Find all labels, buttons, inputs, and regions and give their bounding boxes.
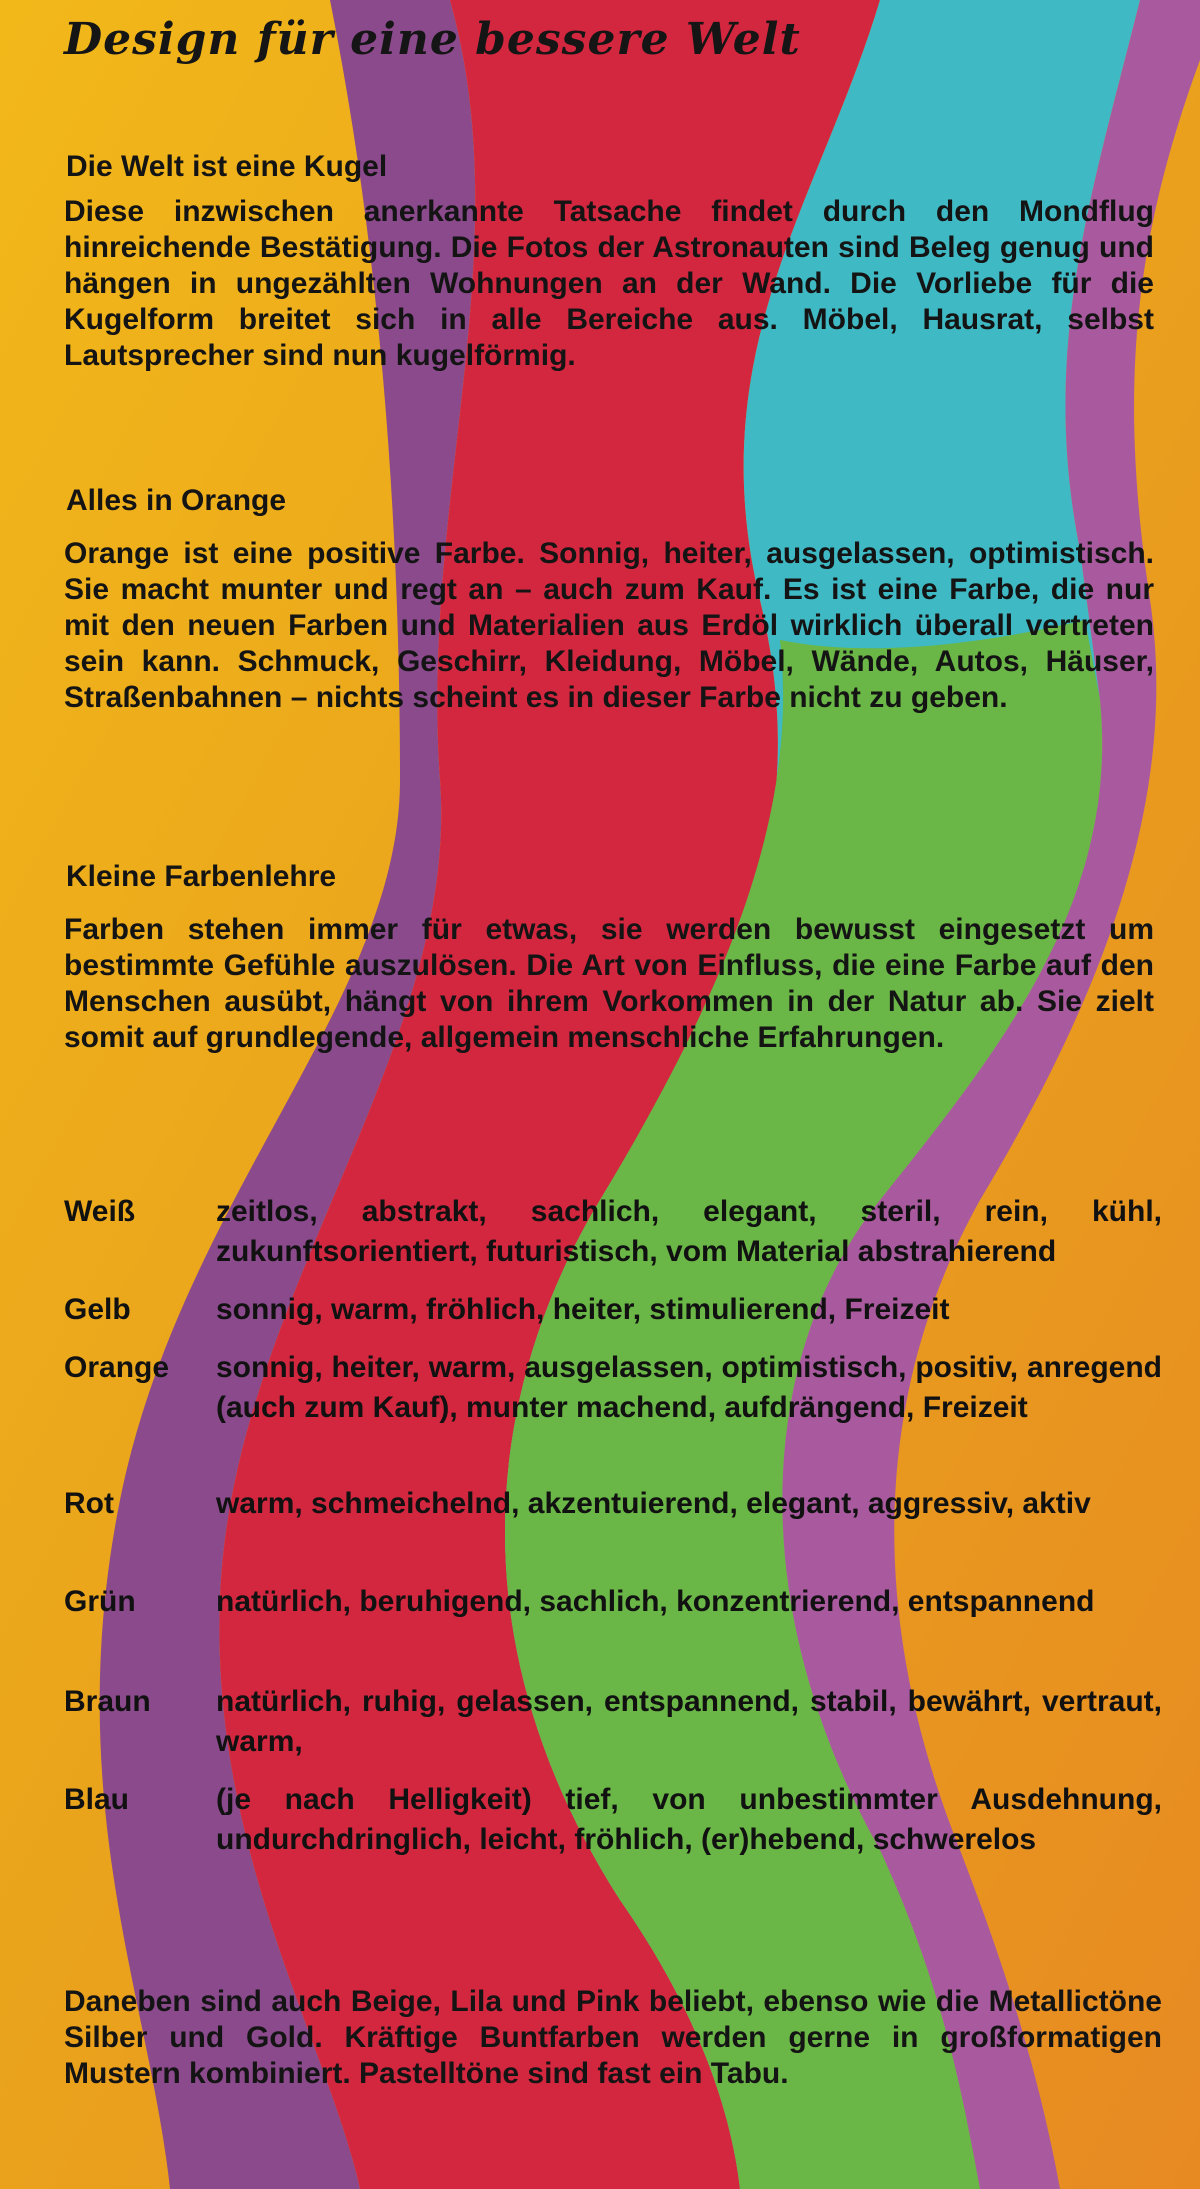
section-text-kugel: Diese inzwischen anerkannte Tatsache findet durch den Mondflug hinreichende Bestätigung. Die Fotos der Astronauten sind Beleg genug und hängen in ungezählten Wohnungen an der Wand. Die Vorliebe für die Kugelform breitet sich in alle Bereiche aus. Möbel, Hausrat, selbst Lautsprecher sind nun kugelförmig. [64,195,1154,372]
page-title: Design für eine bessere Welt [64,14,801,65]
section-text-farbenlehre: Farben stehen immer für etwas, sie werden bewusst eingesetzt um bestimmte Gefühle auszulösen. Die Art von Einfluss, die eine Farbe auf den Menschen ausübt, hängt von ihrem Vorkommen in der Natur ab. Sie zielt somit auf grundlegende, allgemein menschliche Erfahrungen. [64,913,1154,1054]
color-name: Rot [64,1487,114,1520]
color-description: zeitlos, abstrakt, sachlich, elegant, steril, rein, kühl, zukunftsorientiert, futuristisch, vom Material abstrahierend [216,1195,1162,1268]
color-description: natürlich, ruhig, gelassen, entspannend, stabil, bewährt, vertraut, warm, [216,1685,1162,1758]
closing-paragraph: Daneben sind auch Beige, Lila und Pink beliebt, ebenso wie die Metallictöne Silber und Gold. Kräftige Buntfarben werden gerne in großformatigen Mustern kombiniert. Pastelltöne sind fast ein Tabu. [64,1985,1162,2090]
color-name: Gelb [64,1293,131,1326]
color-description: (je nach Helligkeit) tief, von unbestimmter Ausdehnung, undurchdringlich, leicht, fröhlich, (er)hebend, schwerelos [216,1783,1162,1856]
section-heading-farbenlehre: Kleine Farbenlehre [66,860,337,893]
color-description: natürlich, beruhigend, sachlich, konzentrierend, entspannend [216,1585,1095,1618]
color-name: Braun [64,1685,151,1718]
section-heading-kugel: Die Welt ist eine Kugel [66,150,388,183]
color-name: Grün [64,1585,136,1618]
color-description: sonnig, heiter, warm, ausgelassen, optimistisch, positiv, anregend (auch zum Kauf), munter machend, aufdrängend, Freizeit [216,1351,1162,1424]
color-name: Weiß [64,1195,136,1228]
color-name: Orange [64,1351,170,1384]
color-description: sonnig, warm, fröhlich, heiter, stimulierend, Freizeit [216,1293,950,1326]
section-heading-orange: Alles in Orange [66,484,287,517]
section-text-orange: Orange ist eine positive Farbe. Sonnig, heiter, ausgelassen, optimistisch. Sie macht munter und regt an – auch zum Kauf. Es ist eine Farbe, die nur mit den neuen Farben und Materialien aus Erdöl wirklich überall vertreten sein kann. Schmuck, Geschirr, Kleidung, Möbel, Wände, Autos, Häuser, Straßenbahnen – nichts scheint es in dieser Farbe nicht zu geben. [64,537,1154,714]
color-name: Blau [64,1783,130,1816]
color-description: warm, schmeichelnd, akzentuierend, elegant, aggressiv, aktiv [216,1487,1091,1520]
